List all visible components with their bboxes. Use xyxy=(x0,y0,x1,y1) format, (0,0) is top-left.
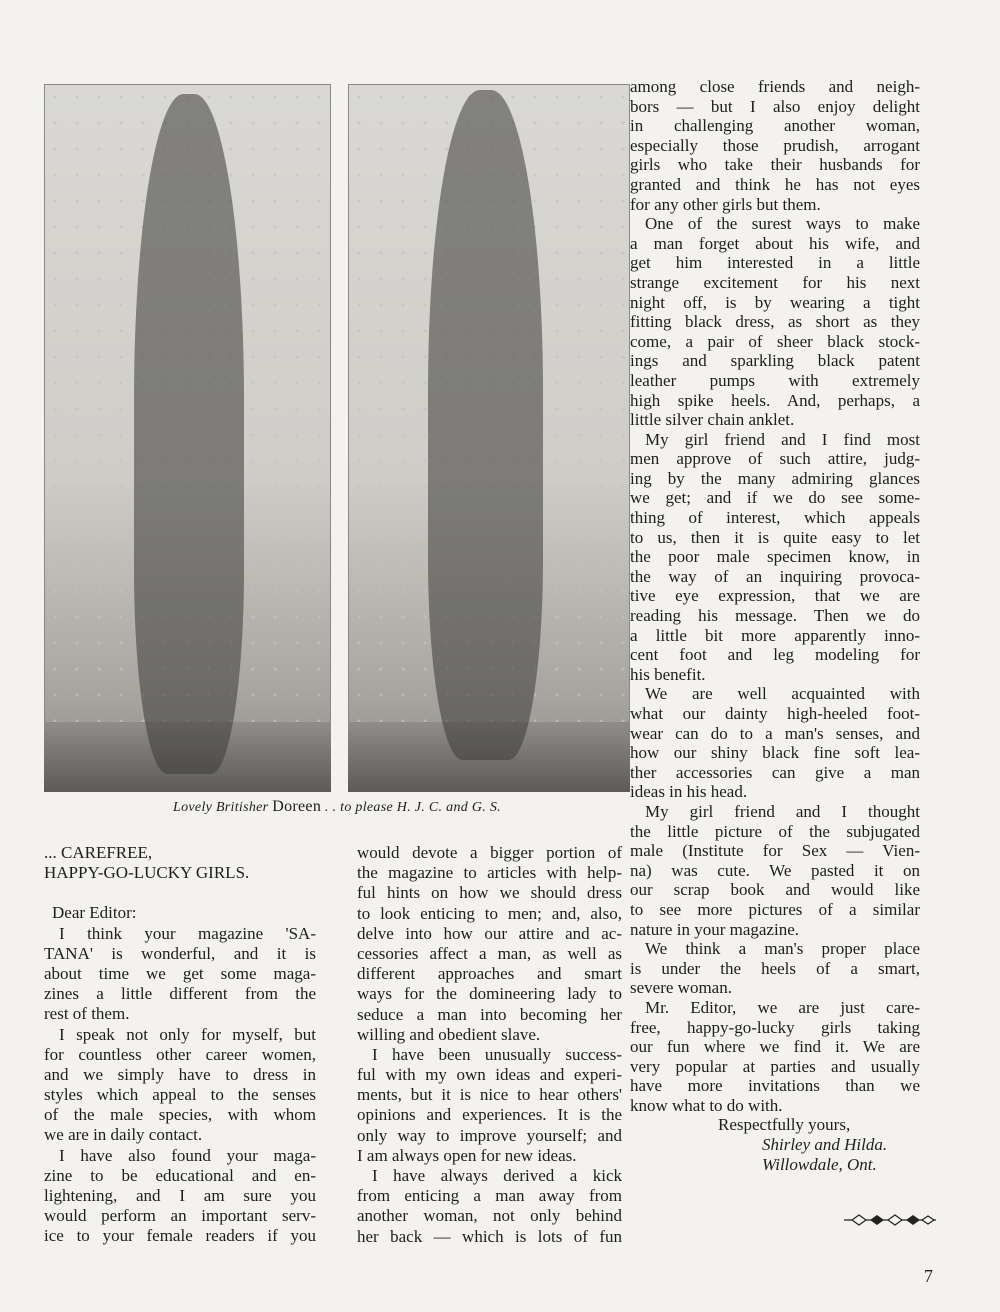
text-line: ideas in his head. xyxy=(630,782,748,802)
text-line: free, happy-go-lucky girls taking xyxy=(630,1017,920,1037)
text-line: would devote a bigger portion of xyxy=(357,843,622,862)
text-line: ways for the domineering lady to xyxy=(357,984,622,1004)
text-line: ther accessories can give a man xyxy=(630,762,920,782)
text-line: men approve of such attire, judg- xyxy=(630,449,920,469)
text-line: granted and think he has not eyes xyxy=(630,174,920,194)
text-line: fitting black dress, as short as they xyxy=(630,312,920,332)
text-line: seduce a man into becoming her xyxy=(357,1004,622,1024)
text-line: reading his message. Then we do xyxy=(630,606,920,626)
text-line: different approaches and smart xyxy=(357,964,622,984)
letter-heading: HAPPY-GO-LUCKY GIRLS. xyxy=(44,863,250,883)
text-line: My girl friend and I find most xyxy=(645,429,920,449)
salutation: Dear Editor: xyxy=(52,903,137,923)
left-column xyxy=(44,843,316,1247)
text-line: high spike heels. And, perhaps, a xyxy=(630,390,920,410)
text-line: zine to be educational and en- xyxy=(44,1165,316,1185)
text-line: One of the surest ways to make xyxy=(645,214,920,234)
text-line: get him interested in a little xyxy=(630,253,920,273)
closing: Respectfully yours, xyxy=(718,1115,851,1135)
right-column xyxy=(630,77,920,1174)
text-line: to look enticing to men; and, also, xyxy=(357,903,622,923)
text-line: We think a man's proper place xyxy=(645,939,920,959)
text-line: the way of an inquiring provoca- xyxy=(630,566,920,586)
text-line: what our dainty high-heeled foot- xyxy=(630,704,920,723)
text-line: how our shiny black fine soft lea- xyxy=(630,743,920,763)
text-line: we get; and if we do see some- xyxy=(630,488,920,508)
text-line: we are in daily contact. xyxy=(44,1125,203,1145)
text-line: I have also found your maga- xyxy=(59,1145,316,1165)
text-line: opinions and experiences. It is the xyxy=(357,1105,622,1125)
text-line: her back — which is lots of fun xyxy=(357,1226,622,1246)
page-number: 7 xyxy=(924,1266,933,1286)
text-line: little silver chain anklet. xyxy=(630,410,795,430)
text-line: rest of them. xyxy=(44,1004,130,1024)
text-line: ings and sparkling black patent xyxy=(630,351,920,371)
text-line: ing by the many admiring glances xyxy=(630,468,920,488)
text-line: to us, then it is quite easy to let xyxy=(630,527,920,547)
caption-pre: Lovely Britisher xyxy=(173,800,273,815)
text-line: of the male species, with whom xyxy=(44,1105,316,1125)
text-line: would perform an important serv- xyxy=(44,1206,316,1226)
text-line: among close friends and neigh- xyxy=(630,77,920,96)
text-line: know what to do with. xyxy=(630,1095,783,1115)
text-line: to see more pictures of a similar xyxy=(630,899,920,919)
text-line: the poor male specimen know, in xyxy=(630,547,920,567)
text-line: girls who take their husbands for xyxy=(630,155,920,175)
photo-doreen-back xyxy=(348,84,630,792)
text-line: zines a little different from the xyxy=(44,984,316,1004)
text-line: I am always open for new ideas. xyxy=(357,1145,577,1165)
text-line: I have been unusually success- xyxy=(372,1044,622,1064)
text-line: nature in your magazine. xyxy=(630,919,799,939)
text-line: another woman, not only behind xyxy=(357,1206,622,1226)
model-silhouette xyxy=(428,90,543,760)
text-line: bors — but I also enjoy delight xyxy=(630,96,920,116)
text-line: ful hints on how we should dress xyxy=(357,883,622,903)
text-line: night off, is by wearing a tight xyxy=(630,292,920,312)
photo-caption xyxy=(44,798,630,816)
text-line: I speak not only for myself, but xyxy=(59,1024,316,1044)
text-line: TANA' is wonderful, and it is xyxy=(44,943,316,963)
photo-doreen-front xyxy=(44,84,331,792)
text-line: for countless other career women, xyxy=(44,1044,316,1064)
text-line: the magazine to articles with help- xyxy=(357,863,622,883)
text-line: our scrap book and would like xyxy=(630,880,920,900)
ornament-divider-icon xyxy=(842,1212,938,1228)
text-line: wear can do to a man's senses, and xyxy=(630,723,920,743)
text-line: especially those prudish, arrogant xyxy=(630,135,920,155)
text-line: lightening, and I am sure you xyxy=(44,1186,316,1205)
text-line: My girl friend and I thought xyxy=(645,801,920,821)
text-line: only way to improve yourself; and xyxy=(357,1125,622,1145)
location: Willowdale, Ont. xyxy=(762,1154,877,1174)
text-line: male (Institute for Sex — Vien- xyxy=(630,841,920,861)
text-line: have more invitations than we xyxy=(630,1076,920,1096)
text-line: styles which appeal to the senses xyxy=(44,1085,316,1105)
text-line: I think your magazine 'SA- xyxy=(59,923,316,943)
text-line: in challenging another woman, xyxy=(630,116,920,136)
text-line: severe woman. xyxy=(630,978,732,998)
text-line: ice to your female readers if you xyxy=(44,1226,316,1246)
text-line: a man forget about his wife, and xyxy=(630,233,920,253)
text-line: tive eye expression, that we are xyxy=(630,586,920,606)
text-line: thing of interest, which appeals xyxy=(630,508,920,528)
text-line: about time we get some maga- xyxy=(44,963,316,983)
text-line: from enticing a man away from xyxy=(357,1186,622,1206)
letter-heading: ... CAREFREE, xyxy=(44,843,153,862)
text-line: a little bit more apparently inno- xyxy=(630,625,920,645)
text-line: willing and obedient slave. xyxy=(357,1024,541,1044)
text-line: ments, but it is nice to hear others' xyxy=(357,1085,622,1105)
text-line: leather pumps with extremely xyxy=(630,370,920,390)
text-line: his benefit. xyxy=(630,664,706,684)
text-line: I have always derived a kick xyxy=(372,1166,622,1185)
model-silhouette xyxy=(134,94,244,774)
text-line: the little picture of the subjugated xyxy=(630,821,920,841)
text-line: We are well acquainted with xyxy=(645,684,920,704)
caption-post: . . to please H. J. C. and G. S. xyxy=(321,800,501,815)
signature: Shirley and Hilda. xyxy=(762,1135,888,1155)
text-line: delve into how our attire and ac- xyxy=(357,923,622,943)
text-line: cent foot and leg modeling for xyxy=(630,645,920,665)
text-line: very popular at parties and usually xyxy=(630,1056,920,1076)
text-line: and we simply have to dress in xyxy=(44,1064,316,1084)
middle-column xyxy=(357,843,622,1247)
text-line: our fun where we find it. We are xyxy=(630,1037,920,1057)
text-line: come, a pair of sheer black stock- xyxy=(630,331,920,351)
text-line: strange excitement for his next xyxy=(630,272,920,292)
text-line: ful with my own ideas and experi- xyxy=(357,1065,622,1085)
text-line: na) was cute. We pasted it on xyxy=(630,860,920,880)
text-line: for any other girls but them. xyxy=(630,194,821,214)
caption-name: Doreen xyxy=(272,798,322,815)
text-line: is under the heels of a smart, xyxy=(630,958,920,978)
text-line: cessories affect a man, as well as xyxy=(357,943,622,963)
text-line: Mr. Editor, we are just care- xyxy=(645,997,920,1017)
